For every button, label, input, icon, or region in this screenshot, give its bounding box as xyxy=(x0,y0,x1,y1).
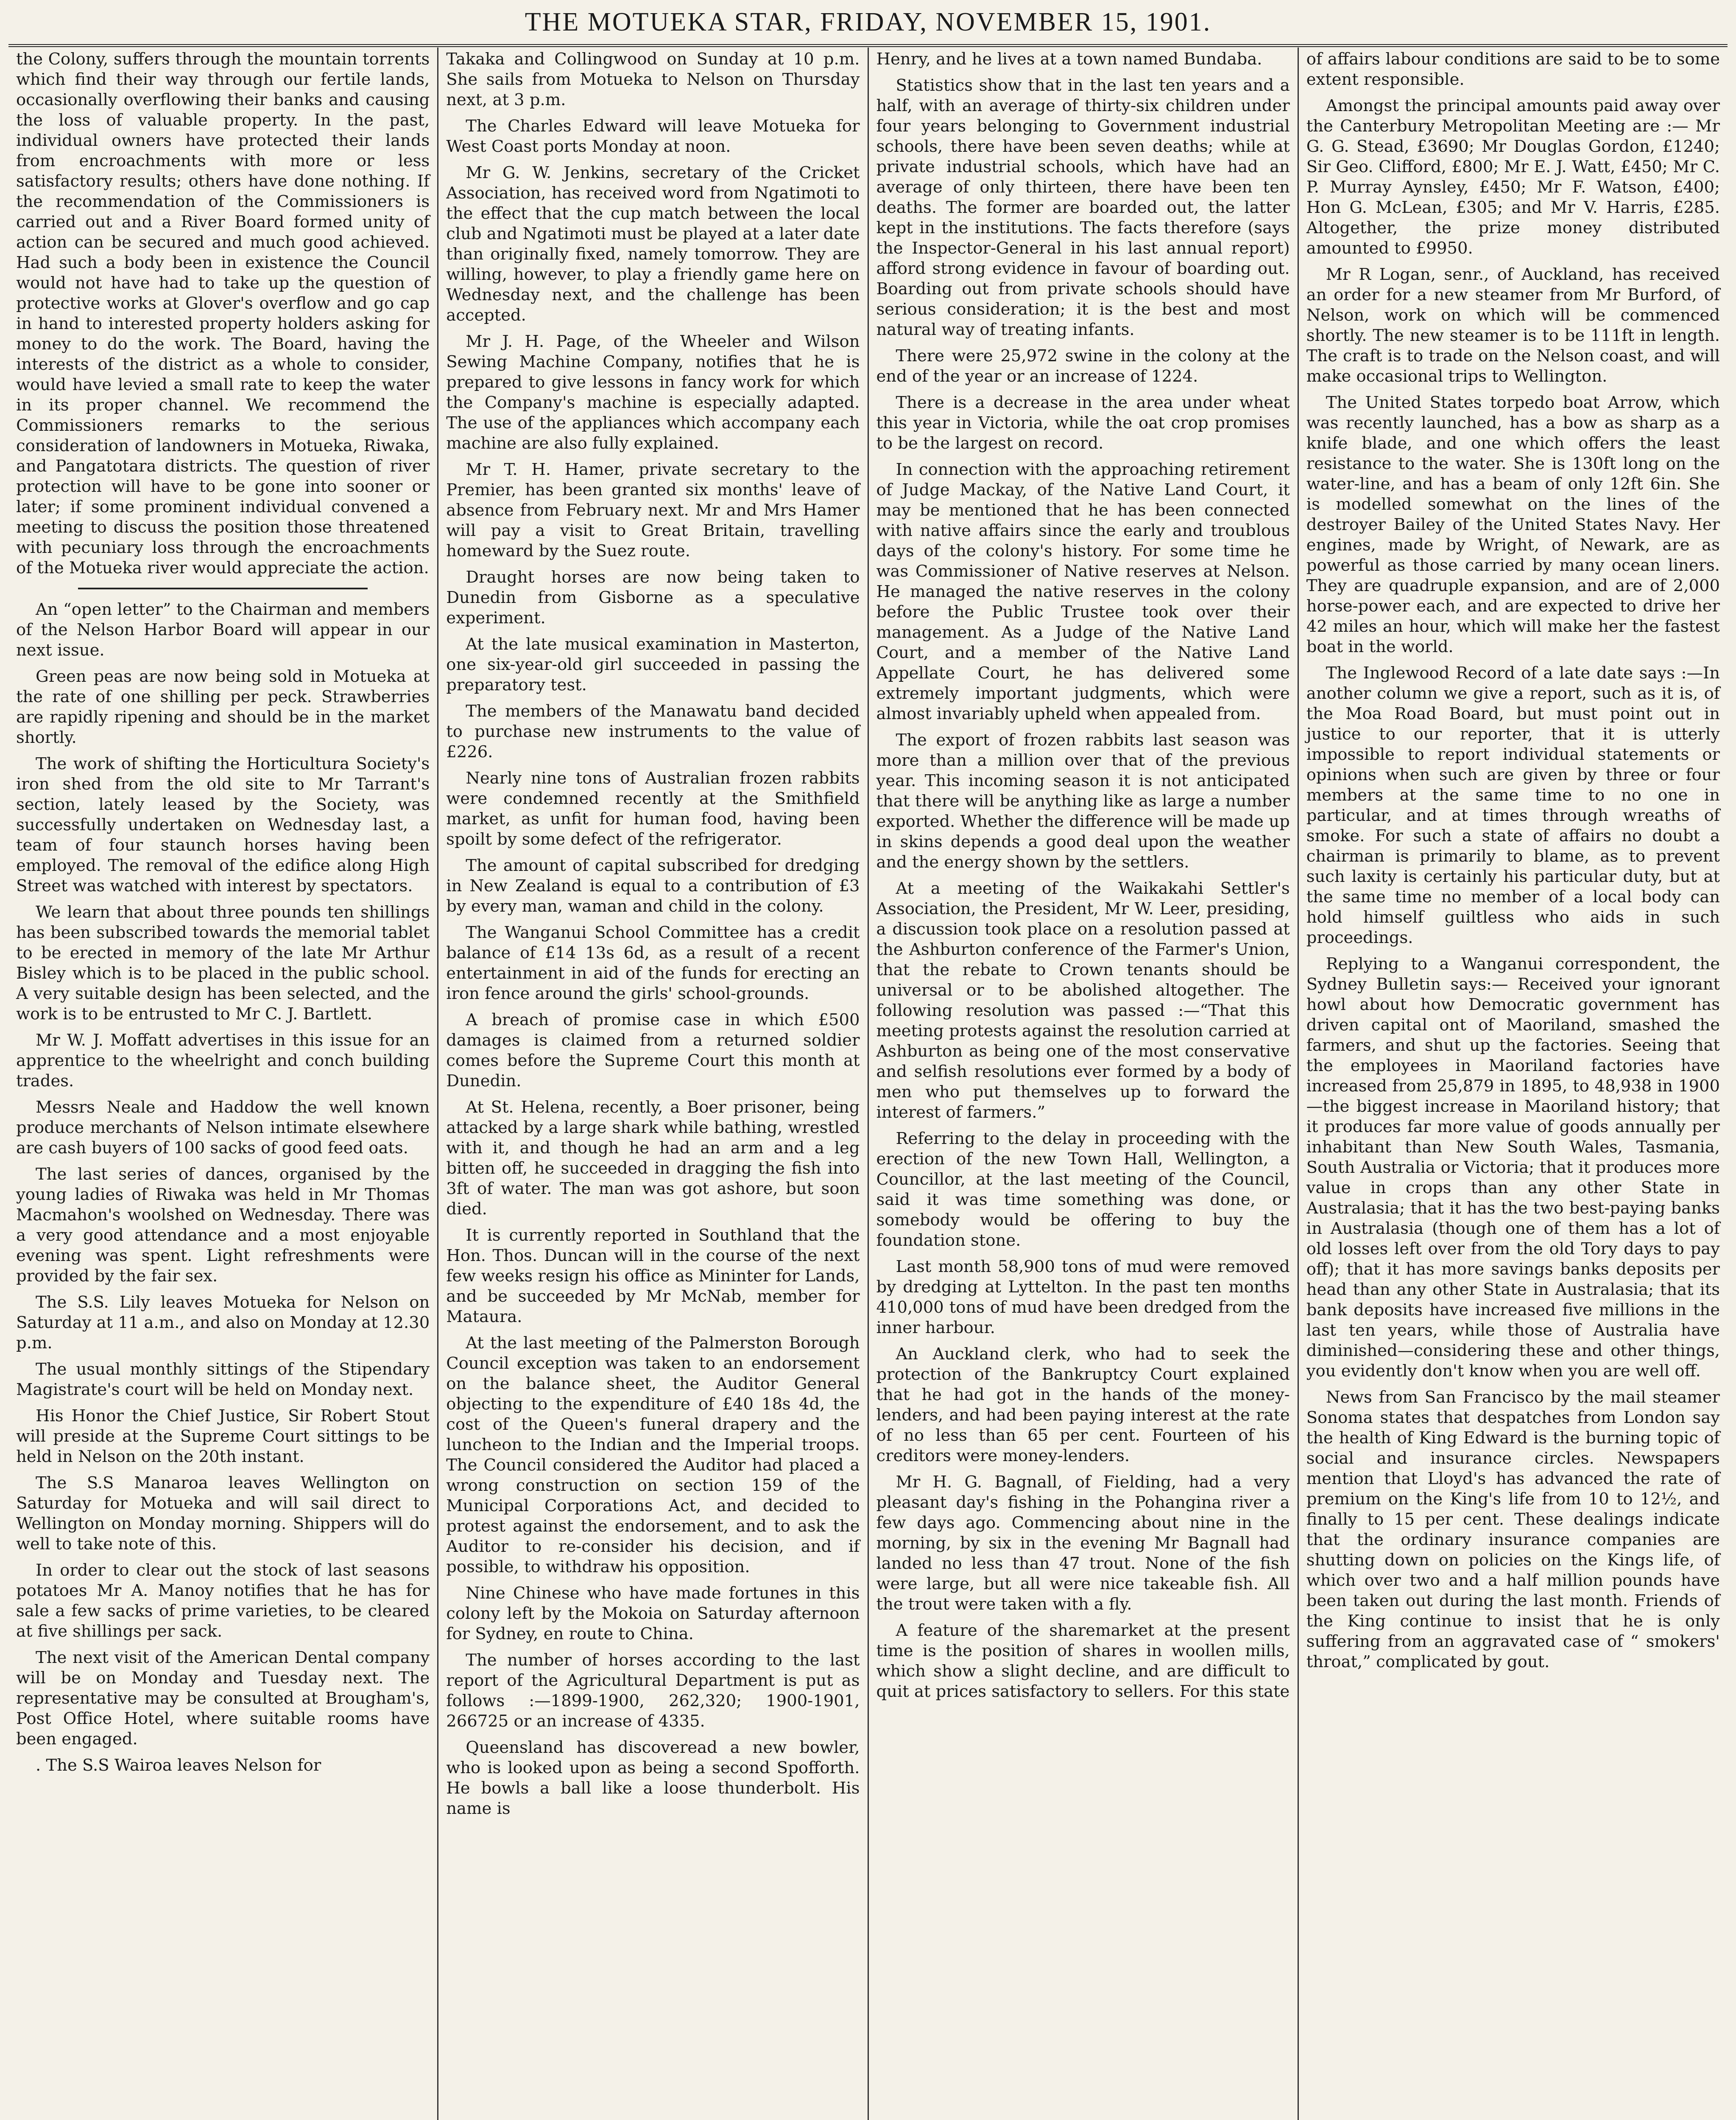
columns xyxy=(8,47,1728,2120)
article-paragraph: of affairs labour conditions are said to be to some extent responsible. xyxy=(1306,50,1720,89)
column-3 xyxy=(869,47,1299,2120)
article-paragraph: A feature of the sharemarket at the present time is the position of shares in woollen mills, which show a slight decline, and are difficult to quit at prices satisfactory to sellers. For this state xyxy=(876,1621,1290,1701)
article-paragraph: The S.S. Lily leaves Motueka for Nelson on Saturday at 11 a.m., and also on Monday at 12.30 p.m. xyxy=(16,1293,430,1353)
article-paragraph: The members of the Manawatu band decided to purchase new instruments to the value of £226. xyxy=(446,702,860,762)
article-paragraph: Mr W. J. Moffatt advertises in this issue for an apprentice to the wheelright and conch building trades. xyxy=(16,1031,430,1091)
article-paragraph: An “open letter” to the Chairman and members of the Nelson Harbor Board will appear in our next issue. xyxy=(16,600,430,660)
article-paragraph: Draught horses are now being taken to Dunedin from Gisborne as a speculative experiment. xyxy=(446,568,860,628)
article-paragraph: Messrs Neale and Haddow the well known produce merchants of Nelson intimate elsewhere are cash buyers of 100 sacks of good feed oats. xyxy=(16,1098,430,1158)
article-paragraph: The next visit of the American Dental company will be on Monday and Tuesday next. The representative may be consulted at Brougham's, Post Office Hotel, where suitable rooms have been engaged. xyxy=(16,1648,430,1749)
article-paragraph: News from San Francisco by the mail steamer Sonoma states that despatches from London say the health of King Edward is the burning topic of social and insurance circles. Newspapers mention that Lloyd's has advanced the rate of premium on the King's life from 10 to 12½, and finally to 15 per cent. These dealings indicate that the ordinary insurance companies are shutting down on policies on the Kings life, of which over two and a half million pounds have been taken out during the last month. Friends of the King continue to insist that he is only suffering from an aggravated case of “ smokers' throat,” complicated by gout. xyxy=(1306,1388,1720,1671)
article-paragraph: An Auckland clerk, who had to seek the protection of the Bankruptcy Court explained that he had got in the hands of the money-lenders, and had been paying interest at the rate of no less than 65 per cent. Fourteen of his creditors were money-lenders. xyxy=(876,1345,1290,1465)
article-paragraph: Statistics show that in the last ten years and a half, with an average of thirty-six children under four years belonging to Government industrial schools, there have been seven deaths; while at private industrial schools, which have had an average of only thirteen, there have been ten deaths. The former are boarded out, the latter kept in the institutions. The facts therefore (says the Inspector-General in his last annual report) afford strong evidence in favour of boarding out. Boarding out from private schools should have serious consideration; it is the best and most natural way of treating infants. xyxy=(876,76,1290,339)
article-paragraph: Replying to a Wanganui correspondent, the Sydney Bulletin says:— Received your ignorant howl about how Democratic government has driven capital ont of Maoriland, smashed the farmers, and shut up the factories. Seeing that the employees in Maoriland factories have increased from 25,879 in 1895, to 48,938 in 1900 —the biggest increase in Maoriland history; that it produces far more value of goods annually per inhabitant than New South Wales, Tasmania, South Australia or Victoria; that it produces more value in crops than any other State in Australasia; that it has the two best-paying banks in Australasia (though one of them has a lot of old losses left over from the old Tory days to pay off); that it has more savings banks deposits per head than any other State in Australasia; that its bank deposits have increased five millions in the last ten years, while those of Australia have diminished—considering these and other things, you evidently don't know when you are well off. xyxy=(1306,954,1720,1381)
article-paragraph: The Charles Edward will leave Motueka for West Coast ports Monday at noon. xyxy=(446,117,860,156)
article-paragraph: Nine Chinese who have made fortunes in this colony left by the Mokoia on Saturday afternoon for Sydney, en route to China. xyxy=(446,1584,860,1643)
article-paragraph: Last month 58,900 tons of mud were removed by dredging at Lyttelton. In the past ten months 410,000 tons of mud have been dredged from the inner harbour. xyxy=(876,1257,1290,1337)
masthead: THE MOTUEKA STAR, FRIDAY, NOVEMBER 15, 1901. xyxy=(8,0,1728,47)
article-paragraph: At St. Helena, recently, a Boer prisoner, being attacked by a large shark while bathing, wrestled with it, and though he had an arm and a leg bitten off, he succeeded in dragging the fish into 3ft of water. The man was got ashore, but soon died. xyxy=(446,1098,860,1219)
article-paragraph: The amount of capital subscribed for dredging in New Zealand is equal to a contribution of £3 by every man, waman and child in the colony. xyxy=(446,856,860,916)
article-paragraph: Queensland has discoveread a new bowler, who is looked upon as being a second Spofforth. He bowls a ball like a loose thunderbolt. His name is xyxy=(446,1738,860,1818)
column-2 xyxy=(438,47,868,2120)
article-paragraph: Takaka and Collingwood on Sunday at 10 p.m. She sails from Motueka to Nelson on Thursday next, at 3 p.m. xyxy=(446,50,860,109)
article-paragraph: the Colony, suffers through the mountain torrents which find their way through our fertile lands, occasionally overflowing their banks and causing the loss of valuable property. In the past, individual owners have protected their lands from encroachments with more or less satisfactory results; others have done nothing. If the recommendation of the Commissioners is carried out and a River Board formed unity of action can be secured and much good achieved. Had such a body been in existence the Council would not have had to take up the question of protective works at Glover's overflow and go cap in hand to interested property holders asking for money to do the work. The Board, having the interests of the district as a whole to consider, would have levied a small rate to keep the water in its proper channel. We recommend the Commissioners remarks to the serious consideration of landowners in Motueka, Riwaka, and Pangatotara districts. The question of river protection will have to be gone into sooner or later; if some prominent individual convened a meeting to discuss the position those threatened with pecuniary loss through the encroachments of the Motueka river would appreciate the action. xyxy=(16,50,430,577)
article-paragraph: The work of shifting the Horticultura Society's iron shed from the old site to Mr Tarrant's section, lately leased by the Society, was successfully undertaken on Wednesday last, a team of four staunch horses having been employed. The removal of the edifice along High Street was watched with interest by spectators. xyxy=(16,754,430,895)
article-paragraph: Mr G. W. Jenkins, secretary of the Cricket Association, has received word from Ngatimoti to the effect that the cup match between the local club and Ngatimoti must be played at a later date than originally fixed, namely tomorrow. They are willing, however, to play a friendly game here on Wednesday next, and the challenge has been accepted. xyxy=(446,163,860,325)
article-paragraph: We learn that about three pounds ten shillings has been subscribed towards the memorial tablet to be erected in memory of the late Mr Arthur Bisley which is to be placed in the public school. A very suitable design has been selected, and the work is to be entrusted to Mr C. J. Bartlett. xyxy=(16,903,430,1024)
article-paragraph: Nearly nine tons of Australian frozen rabbits were condemned recently at the Smithfield market, as unfit for human food, having been spoilt by some defect of the refrigerator. xyxy=(446,769,860,849)
article-paragraph: The last series of dances, organised by the young ladies of Riwaka was held in Mr Thomas Macmahon's woolshed on Wednesday. There was a very good attendance and a most enjoyable evening was spent. Light refreshments were provided by the fair sex. xyxy=(16,1165,430,1286)
article-paragraph: The number of horses according to the last report of the Agricultural Department is put as follows :—1899-1900, 262,320; 1900-1901, 266725 or an increase of 4335. xyxy=(446,1651,860,1731)
article-paragraph: It is currently reported in Southland that the Hon. Thos. Duncan will in the course of the next few weeks resign his office as Mininter for Lands, and be succeeded by Mr McNab, member for Mataura. xyxy=(446,1226,860,1326)
article-paragraph: Green peas are now being sold in Motueka at the rate of one shilling per peck. Strawberries are rapidly ripening and should be in the market shortly. xyxy=(16,667,430,747)
article-paragraph: Mr R Logan, senr., of Auckland, has received an order for a new steamer from Mr Burford, of Nelson, work on which will be commenced shortly. The new steamer is to be 111ft in length. The craft is to trade on the Nelson coast, and will make occasional trips to Wellington. xyxy=(1306,265,1720,386)
article-paragraph: Henry, and he lives at a town named Bundaba. xyxy=(876,50,1262,69)
column-4 xyxy=(1299,47,1728,2120)
article-paragraph: His Honor the Chief Justice, Sir Robert Stout will preside at the Supreme Court sittings to be held in Nelson on the 20th instant. xyxy=(16,1406,430,1466)
article-paragraph: At a meeting of the Waikakahi Settler's Association, the President, Mr W. Leer, presiding, a discussion took place on a resolution passed at the Ashburton conference of the Farmer's Union, that the rebate to Crown tenants should be universal or to be abolished altogether. The following resolution was passed :—“That this meeting protests against the resolution carried at Ashburton as being one of the most conservative and selfish resolutions ever formed by a body of men who put themselves up to forward the interest of farmers.” xyxy=(876,879,1290,1122)
article-paragraph: A breach of promise case in which £500 damages is claimed from a returned soldier comes before the Supreme Court this month at Dunedin. xyxy=(446,1010,860,1091)
article-paragraph: Amongst the principal amounts paid away over the Canterbury Metropolitan Meeting are :— Mr G. G. Stead, £3690; Mr Douglas Gordon, £1240; Sir Geo. Clifford, £800; Mr E. J. Watt, £450; Mr C. P. Murray Aynsley, £450; Mr F. Watson, £400; Hon G. McLean, £305; and Mr V. Harris, £285. Altogether, the prize money distributed amounted to £9950. xyxy=(1306,96,1720,258)
article-paragraph: . The S.S Wairoa leaves Nelson for xyxy=(36,1756,321,1775)
article-paragraph: Referring to the delay in proceeding with the erection of the new Town Hall, Wellington, a Councillor, at the last meeting of the Council, said it was time something was done, or somebody would be offering to buy the foundation stone. xyxy=(876,1129,1290,1250)
article-paragraph: At the late musical examination in Masterton, one six-year-old girl succeeded in passing the preparatory test. xyxy=(446,635,860,695)
article-paragraph: Mr H. G. Bagnall, of Fielding, had a very pleasant day's fishing in the Pohangina river a few days ago. Commencing about nine in the morning, by six in the evening Mr Bagnall had landed no less than 47 trout. None of the fish were large, but all were nice takeable fish. All the trout were taken with a fly. xyxy=(876,1473,1290,1614)
article-paragraph: The Inglewood Record of a late date says :—In another column we give a report, such as it is, of the Moa Road Board, but must point out in justice to our reporter, that it is utterly impossible to report individual statements or opinions when such are given by three or four members at the same time to no one in particular, and at times through wreaths of smoke. For such a state of affairs no doubt a chairman is primarily to blame, as to prevent such laxity is certainly his particular duty, but at the same time no member of a local body can hold himself guiltless who aids in such proceedings. xyxy=(1306,664,1720,947)
article-paragraph: The usual monthly sittings of the Stipendary Magistrate's court will be held on Monday next. xyxy=(16,1360,430,1399)
article-paragraph: In order to clear out the stock of last seasons potatoes Mr A. Manoy notifies that he has for sale a few sacks of prime varieties, to be cleared at five shillings per sack. xyxy=(16,1561,430,1641)
article-paragraph: In connection with the approaching retirement of Judge Mackay, of the Native Land Court, it may be mentioned that he has been connected with native affairs since the early and troublous days of the colony's history. For some time he was Commissioner of Native reserves at Nelson. He managed the native reserves in the colony before the Public Trustee took over their management. As a Judge of the Native Land Court, and a member of the Native Land Appellate Court, he has delivered some extremely important judgments, which were almost invariably upheld when appealed from. xyxy=(876,460,1290,723)
article-paragraph: Mr T. H. Hamer, private secretary to the Premier, has been granted six months' leave of absence from February next. Mr and Mrs Hamer will pay a visit to Great Britain, travelling homeward by the Suez route. xyxy=(446,460,860,561)
section-rule xyxy=(78,588,368,589)
article-paragraph: The United States torpedo boat Arrow, which was recently launched, has a bow as sharp as a knife blade, and one which offers the least resistance to the water. She is 130ft long on the water-line, and has a beam of only 12ft 6in. She is modelled somewhat on the lines of the destroyer Bailey of the United States Navy. Her engines, made by Wright, of Newark, are as powerful as those carried by many ocean liners. They are quadruple expansion, and are of 2,000 horse-power each, and are expected to drive her 42 miles an hour, which will make her the fastest boat in the world. xyxy=(1306,393,1720,656)
article-paragraph: The S.S Manaroa leaves Wellington on Saturday for Motueka and will sail direct to Wellington on Monday morning. Shippers will do well to take note of this. xyxy=(16,1473,430,1554)
article-paragraph: At the last meeting of the Palmerston Borough Council exception was taken to an endorsement on the balance sheet, the Auditor General objecting to the expenditure of £40 18s 4d, the cost of the Queen's funeral drapery and the luncheon to the Indian and the Imperial troops. The Council considered the Auditor had placed a wrong construction on section 159 of the Municipal Corporations Act, and decided to protest against the endorsement, and to ask the Auditor to re-consider his decision, and if possible, to withdraw his opposition. xyxy=(446,1333,860,1576)
article-paragraph: The export of frozen rabbits last season was more than a million over that of the previous year. This incoming season it is not anticipated that there will be anything like as large a number exported. Whether the difference will be made up in skins depends a good deal upon the weather and the energy shown by the settlers. xyxy=(876,731,1290,872)
article-paragraph: There were 25,972 swine in the colony at the end of the year or an increase of 1224. xyxy=(876,346,1290,386)
article-paragraph: Mr J. H. Page, of the Wheeler and Wilson Sewing Machine Company, notifies that he is prepared to give lessons in fancy work for which the Company's machine is especially adapted. The use of the appliances which accompany each machine are also fully explained. xyxy=(446,332,860,453)
column-1 xyxy=(8,47,438,2120)
article-paragraph: The Wanganui School Committee has a credit balance of £14 13s 6d, as a result of a recent entertainment in aid of the funds for erecting an iron fence around the girls' school-grounds. xyxy=(446,923,860,1003)
article-paragraph: There is a decrease in the area under wheat this year in Victoria, while the oat crop promises to be the largest on record. xyxy=(876,393,1290,453)
